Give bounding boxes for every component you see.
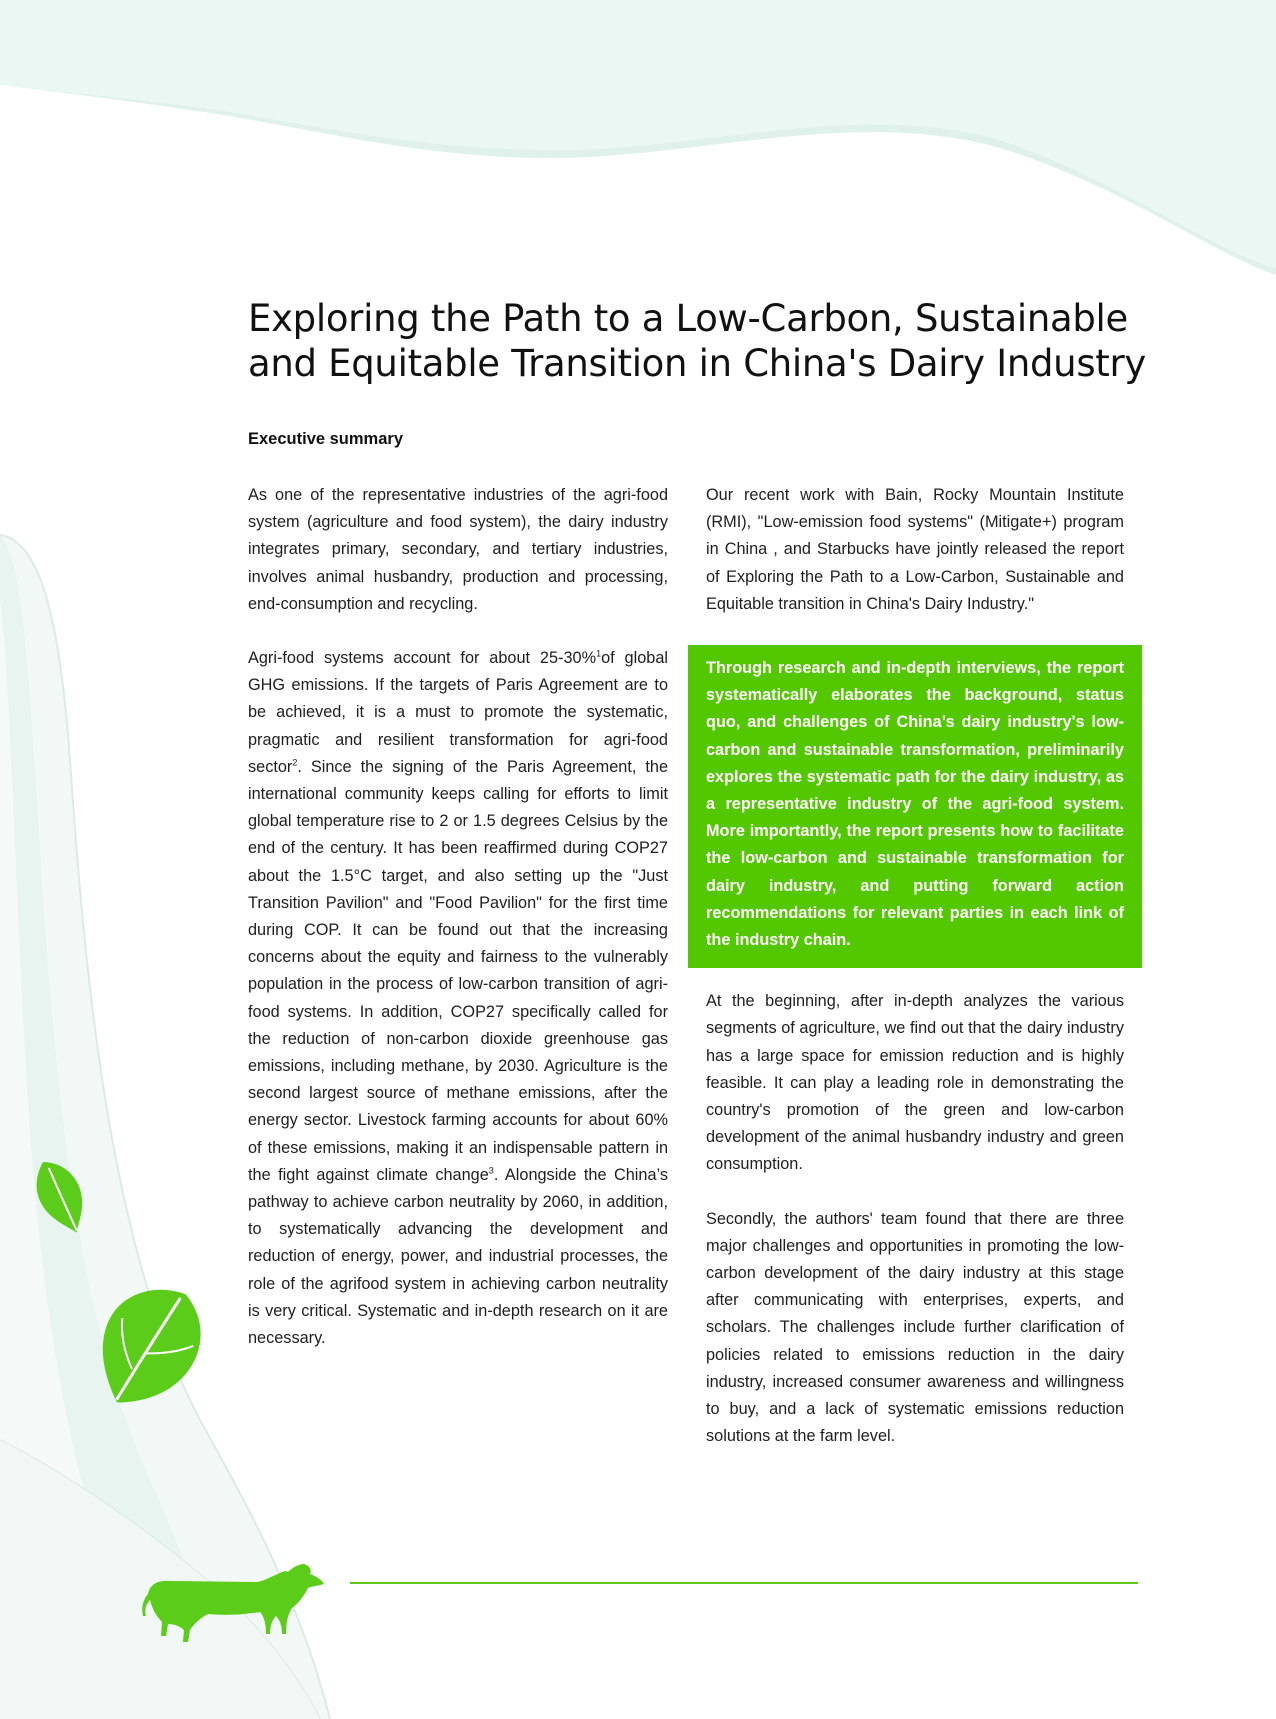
highlight-text: Through research and in-depth interviews, the report systematically elaborates the background, status quo, and challenges of China’s dairy industry's low-carbon and sustainable transformation, preliminarily explores the systematic path for the dairy industry, as a representative industry of the agri-food system. More importantly, the report presents how to facilitate the low-carbon and sustainable transformation for dairy industry, and putting forward action recommendations for relevant parties in each link of the industry chain. — [706, 659, 1124, 950]
left-paragraph-2-part-a: Agri-food systems account for about 25-30% — [248, 649, 597, 668]
footnote-ref-3: 3 — [488, 1165, 494, 1176]
right-paragraph-3: Secondly, the authors' team found that there are three major challenges and opportunities in promoting the low-carbon development of the dairy industry at this stage after communicating with enterprises, experts, and scholars. The challenges include further clarification of policies related to emissions reduction in the dairy industry, increased consumer awareness and willingness to buy, and a lack of systematic emissions reduction solutions at the farm level. — [706, 1209, 1124, 1446]
footer-divider — [350, 1582, 1138, 1584]
section-heading: Executive summary — [248, 430, 404, 448]
left-paragraph-1: As one of the representative industries of the agri-food system (agriculture and food system), the dairy industry integrates primary, secondary, and tertiary industries, involves animal husbandry, production and processing, end-consumption and recycling. — [248, 486, 668, 613]
left-paragraph-2-part-b: of global GHG emissions. If the targets of Paris Agreement are to be achieved, it is a must to promote the systematic, pragmatic and resilient transformation for agri-food sector — [248, 649, 668, 776]
right-paragraph-1: Our recent work with Bain, Rocky Mountain Institute (RMI), "Low-emission food systems" (Mitigate+) program in China , and Starbucks have jointly released the report of Exploring the Path to a Low-Carbon, Sustainable and Equitable transition in China's Dairy Industry." — [706, 486, 1124, 613]
left-paragraph-2-part-d: . Alongside the China’s pathway to achieve carbon neutrality by 2060, in addition, to systematically advancing the development and reduction of energy, power, and industrial processes, the role of the agrifood system in achieving carbon neutrality is very critical. Systematic and in-depth research on it are necessary. — [248, 1165, 668, 1348]
right-column — [706, 482, 1124, 1478]
footnote-ref-2: 2 — [292, 757, 298, 768]
page-title — [248, 296, 1148, 386]
top-wave-shape — [0, 0, 1276, 268]
left-column — [248, 482, 668, 1379]
title-line-1: Exploring the Path to a Low-Carbon, Sustainable — [248, 297, 1128, 340]
footnote-ref-1: 1 — [596, 648, 602, 659]
left-paragraph-2 — [248, 645, 668, 1352]
right-paragraph-2: At the beginning, after in-depth analyzes the various segments of agriculture, we find out that the dairy industry has a large space for emission reduction and is highly feasible. It can play a leading role in demonstrating the country's promotion of the green and low-carbon development of the animal husbandry industry and green consumption. — [706, 992, 1124, 1174]
highlight-box — [688, 645, 1142, 968]
left-paragraph-2-part-c: . Since the signing of the Paris Agreement, the international community keeps calling for efforts to limit global temperature rise to 2 or 1.5 degrees Celsius by the end of the century. It has been reaffirmed during COP27 about the 1.5°C target, and also setting up the "Just Transition Pavilion" and "Food Pavilion" for the first time during COP. It can be found out that the increasing concerns about the equity and fairness to the vulnerably population in the process of low-carbon transition of agri-food systems. In addition, COP27 specifically called for the reduction of non-carbon dioxide greenhouse gas emissions, including methane, by 2030. Agriculture is the second largest source of methane emissions, after the energy sector. Livestock farming accounts for about 60% of these emissions, making it an indispensable pattern in the fight against climate change — [248, 757, 668, 1184]
title-line-2: and Equitable Transition in China's Dairy Industry — [248, 342, 1147, 385]
